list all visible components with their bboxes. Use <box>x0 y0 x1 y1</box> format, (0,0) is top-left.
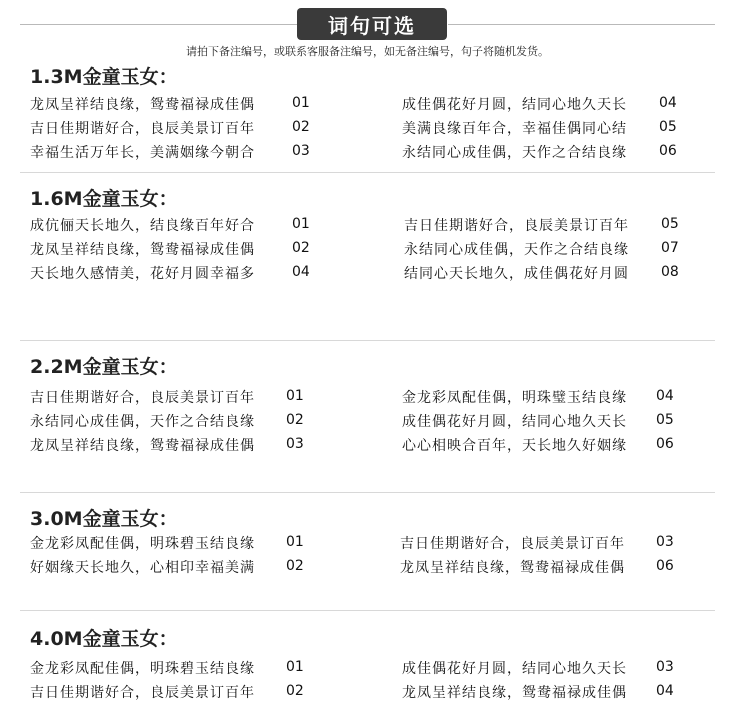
section-title: 2.2M金童玉女： <box>30 356 178 378</box>
phrase-right-1: 吉日佳期谐好合，良辰美景订百年 <box>404 218 629 234</box>
phrase-number: 03 <box>286 436 304 452</box>
phrase-left-3: 幸福生活万年长，美满姻缘今朝合 <box>30 145 255 161</box>
phrase-number: 06 <box>659 143 677 159</box>
section-divider <box>20 492 715 493</box>
phrase-number: 05 <box>659 119 677 135</box>
phrase-number: 01 <box>286 659 304 675</box>
phrase-right-2: 永结同心成佳偶，天作之合结良缘 <box>404 242 629 258</box>
page-subtitle: 请拍下备注编号，或联系客服备注编号，如无备注编号，句子将随机发货。 <box>186 45 549 58</box>
phrase-left-1: 成伉俪天长地久，结良缘百年好合 <box>30 218 255 234</box>
phrase-right-3: 永结同心成佳偶，天作之合结良缘 <box>402 145 627 161</box>
phrase-number: 02 <box>292 240 310 256</box>
phrase-number: 01 <box>286 388 304 404</box>
phrase-number: 04 <box>659 95 677 111</box>
phrase-left-2: 吉日佳期谐好合，良辰美景订百年 <box>30 121 255 137</box>
phrase-right-2: 美满良缘百年合，幸福佳偶同心结 <box>402 121 627 137</box>
phrase-right-3: 心心相映合百年，天长地久好姻缘 <box>402 438 627 454</box>
phrase-number: 01 <box>286 534 304 550</box>
phrase-right-2: 龙凤呈祥结良缘，鸳鸯福禄成佳偶 <box>402 685 627 701</box>
phrase-number: 03 <box>292 143 310 159</box>
phrase-number: 04 <box>656 683 674 699</box>
header-divider-left <box>20 24 297 25</box>
phrase-left-2: 好姻缘天长地久，心相印幸福美满 <box>30 560 255 576</box>
phrase-number: 03 <box>656 659 674 675</box>
phrase-left-2: 龙凤呈祥结良缘，鸳鸯福禄成佳偶 <box>30 242 255 258</box>
phrase-right-1: 金龙彩凤配佳偶，明珠璧玉结良缘 <box>402 390 627 406</box>
phrase-number: 04 <box>292 264 310 280</box>
phrase-number: 01 <box>292 216 310 232</box>
phrase-right-1: 成佳偶花好月圆，结同心地久天长 <box>402 97 627 113</box>
phrase-left-1: 金龙彩凤配佳偶，明珠碧玉结良缘 <box>30 536 255 552</box>
section-divider <box>20 610 715 611</box>
phrase-left-2: 永结同心成佳偶，天作之合结良缘 <box>30 414 255 430</box>
phrase-right-1: 成佳偶花好月圆，结同心地久天长 <box>402 661 627 677</box>
phrase-right-3: 结同心天长地久，成佳偶花好月圆 <box>404 266 629 282</box>
phrase-left-3: 龙凤呈祥结良缘，鸳鸯福禄成佳偶 <box>30 438 255 454</box>
phrase-number: 02 <box>286 558 304 574</box>
phrase-number: 06 <box>656 558 674 574</box>
phrase-left-2: 吉日佳期谐好合，良辰美景订百年 <box>30 685 255 701</box>
phrase-left-3: 天长地久感情美，花好月圆幸福多 <box>30 266 255 282</box>
phrase-number: 05 <box>656 412 674 428</box>
phrase-number: 06 <box>656 436 674 452</box>
phrase-number: 07 <box>661 240 679 256</box>
phrase-number: 01 <box>292 95 310 111</box>
section-divider <box>20 340 715 341</box>
page-title: 词句可选 <box>297 8 447 40</box>
section-divider <box>20 172 715 173</box>
phrase-number: 02 <box>286 683 304 699</box>
phrase-number: 05 <box>661 216 679 232</box>
section-title: 3.0M金童玉女： <box>30 508 178 530</box>
phrase-left-1: 金龙彩凤配佳偶，明珠碧玉结良缘 <box>30 661 255 677</box>
phrase-right-2: 龙凤呈祥结良缘，鸳鸯福禄成佳偶 <box>400 560 625 576</box>
phrase-right-1: 吉日佳期谐好合，良辰美景订百年 <box>400 536 625 552</box>
phrase-right-2: 成佳偶花好月圆，结同心地久天长 <box>402 414 627 430</box>
section-title: 1.3M金童玉女： <box>30 66 178 88</box>
phrase-number: 02 <box>286 412 304 428</box>
section-title: 4.0M金童玉女： <box>30 628 178 650</box>
phrase-number: 04 <box>656 388 674 404</box>
phrase-number: 08 <box>661 264 679 280</box>
header-divider-right <box>448 24 715 25</box>
section-title: 1.6M金童玉女： <box>30 188 178 210</box>
phrase-left-1: 龙凤呈祥结良缘，鸳鸯福禄成佳偶 <box>30 97 255 113</box>
phrase-left-1: 吉日佳期谐好合，良辰美景订百年 <box>30 390 255 406</box>
phrase-number: 03 <box>656 534 674 550</box>
phrase-number: 02 <box>292 119 310 135</box>
